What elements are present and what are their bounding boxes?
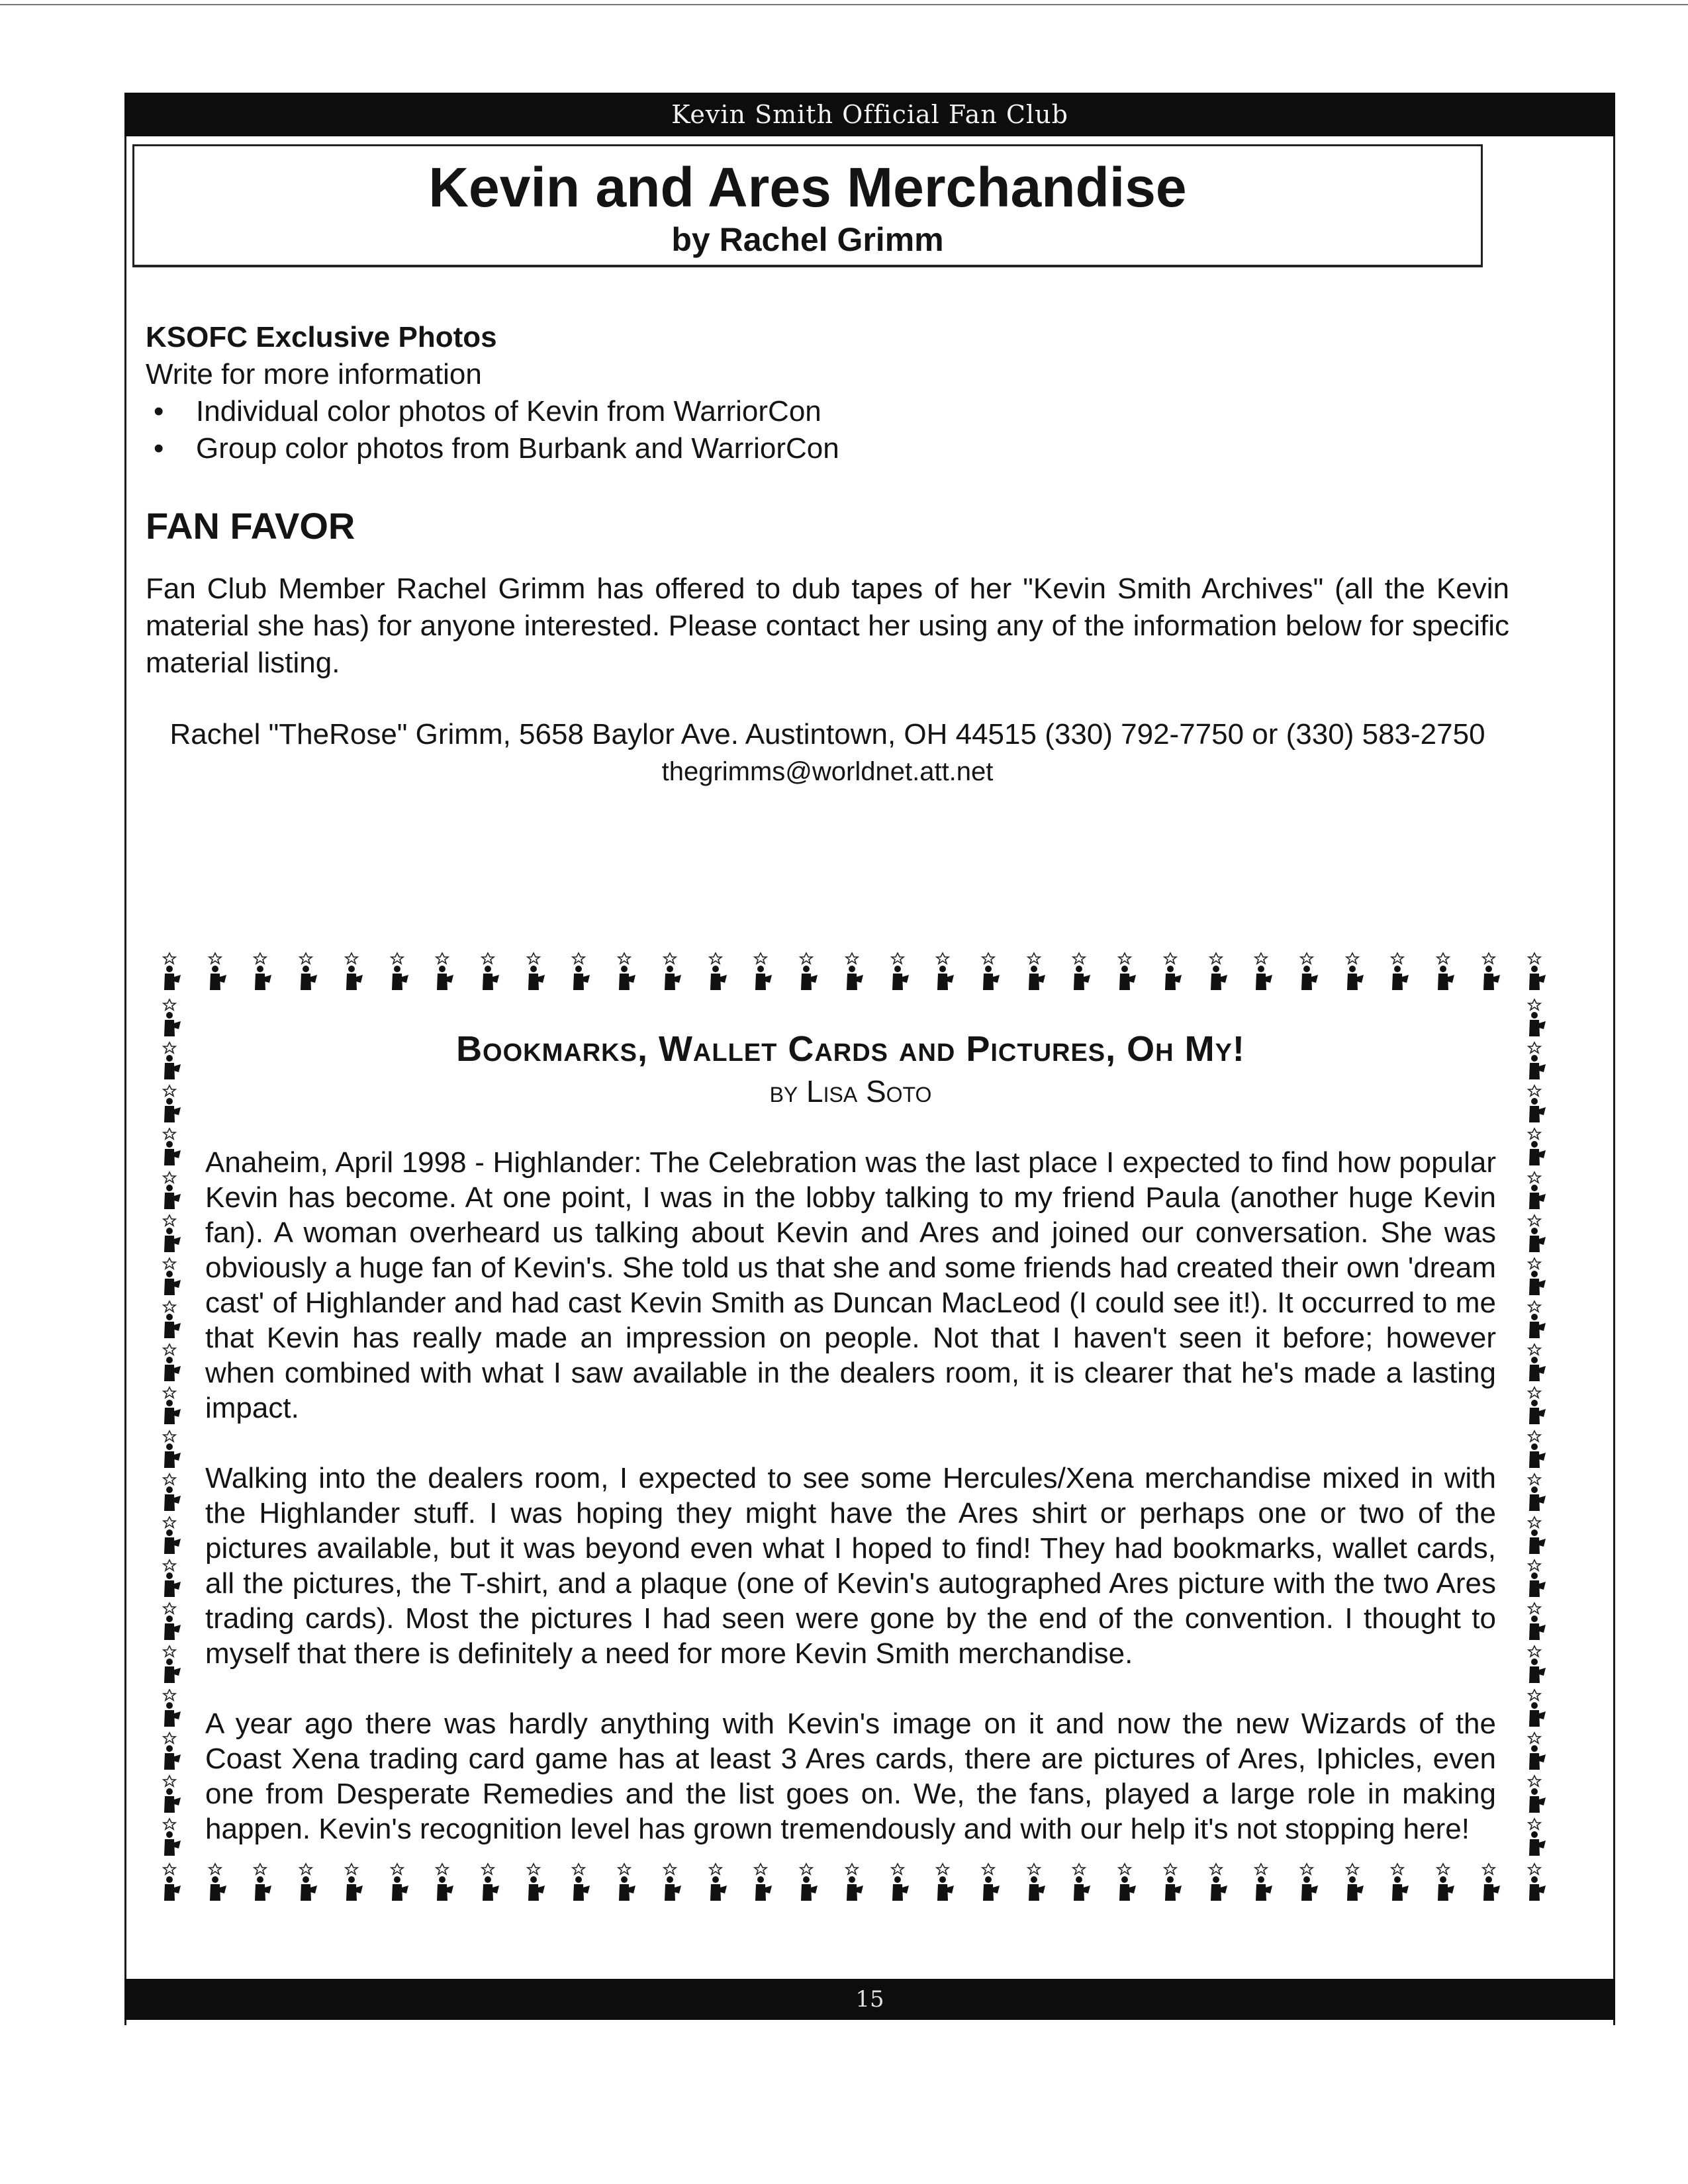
figurine-ornament-icon <box>1521 1430 1548 1471</box>
figurine-ornament-icon <box>156 1214 183 1255</box>
figurine-ornament-icon <box>1521 1516 1548 1557</box>
figurine-ornament-icon <box>611 952 637 993</box>
figurine-ornament-icon <box>156 1645 183 1686</box>
figurine-ornament-icon <box>156 998 183 1039</box>
figurine-ornament-icon <box>1521 1731 1548 1772</box>
figurine-ornament-icon <box>384 952 410 993</box>
figurine-ornament-icon <box>1521 1688 1548 1729</box>
figurine-ornament-icon <box>1521 1817 1548 1858</box>
figurine-ornament-icon <box>1521 1041 1548 1082</box>
figurine-ornament-icon <box>1521 1084 1548 1125</box>
fan-favor-heading: FAN FAVOR <box>146 505 355 547</box>
figurine-ornament-icon <box>1521 1343 1548 1384</box>
figurine-ornament-icon <box>156 1127 183 1168</box>
figurine-ornament-icon <box>1066 952 1092 993</box>
figurine-ornament-icon <box>293 952 319 993</box>
figurine-ornament-icon <box>1521 1602 1548 1643</box>
figurine-ornament-icon <box>156 1817 183 1858</box>
figurine-ornament-icon <box>156 1430 183 1471</box>
figurine-ornament-icon <box>247 952 273 993</box>
figurine-ornament-icon <box>1157 952 1184 993</box>
contact-line: Rachel "TheRose" Grimm, 5658 Baylor Ave. Austintown, OH 44515 (330) 792-7750 or (330) 583-2750 <box>169 718 1485 751</box>
figurine-ornament-icon <box>1521 1171 1548 1212</box>
page-title: Kevin and Ares Merchandise <box>428 156 1187 218</box>
running-header: Kevin Smith Official Fan Club <box>124 93 1615 136</box>
figurine-ornament-icon <box>1521 1862 1548 1903</box>
figurine-ornament-icon <box>1521 1257 1548 1298</box>
figurine-ornament-icon <box>1521 1559 1548 1600</box>
article-byline: by Lisa Soto <box>769 1074 932 1109</box>
figurine-ornament-icon <box>1476 952 1502 993</box>
ksofc-heading: KSOFC Exclusive Photos <box>146 321 497 353</box>
figurine-ornament-icon <box>338 952 365 993</box>
figurine-ornament-icon <box>929 952 956 993</box>
figurine-ornament-icon <box>156 1688 183 1729</box>
figurine-ornament-icon <box>156 1386 183 1427</box>
figurine-ornament-icon <box>1111 952 1138 993</box>
figurine-ornament-icon <box>520 952 547 993</box>
figurine-ornament-icon <box>1521 1774 1548 1815</box>
contact-block <box>146 716 1509 790</box>
contact-email: thegrimms@worldnet.att.net <box>661 757 994 786</box>
figurine-ornament-icon <box>702 952 729 993</box>
figurine-ornament-icon <box>1521 952 1548 993</box>
fan-favor-body: Fan Club Member Rachel Grimm has offered to dub tapes of her "Kevin Smith Archives" (all the Kevin material she has) for anyone interested. Please contact her using any of the information below for specific material listing. <box>146 572 1509 679</box>
ksofc-list <box>146 393 1509 467</box>
figurine-ornament-icon <box>156 1862 183 1903</box>
article-title: Bookmarks, Wallet Cards and Pictures, Oh My! <box>456 1029 1245 1069</box>
figurine-ornament-icon <box>1521 1645 1548 1686</box>
figurine-ornament-icon <box>1339 952 1366 993</box>
figurine-ornament-icon <box>156 1516 183 1557</box>
figurine-ornament-icon <box>156 1300 183 1341</box>
figurine-ornament-icon <box>156 1602 183 1643</box>
figurine-ornament-icon <box>1521 1127 1548 1168</box>
figurine-ornament-icon <box>1521 1214 1548 1255</box>
figurine-ornament-icon <box>565 952 592 993</box>
figurine-ornament-icon <box>975 952 1002 993</box>
figurine-ornament-icon <box>747 952 774 993</box>
figurine-ornament-icon <box>156 1343 183 1384</box>
figurine-ornament-icon <box>156 1041 183 1082</box>
figurine-ornament-icon <box>156 1731 183 1772</box>
figurine-ornament-icon <box>884 952 911 993</box>
figurine-ornament-icon <box>839 952 865 993</box>
article-body <box>205 1145 1496 1882</box>
figurine-ornament-icon <box>1430 952 1456 993</box>
figurine-ornament-icon <box>1521 998 1548 1039</box>
figurine-ornament-icon <box>1521 1473 1548 1514</box>
figurine-ornament-icon <box>156 1774 183 1815</box>
title-box <box>132 144 1483 267</box>
figurine-ornament-icon <box>475 952 501 993</box>
figurine-ornament-icon <box>156 1257 183 1298</box>
figurine-ornament-icon <box>1521 1300 1548 1341</box>
figurine-ornament-icon <box>156 952 183 993</box>
ksofc-intro: Write for more information <box>146 358 482 390</box>
figurine-ornament-icon <box>156 1084 183 1125</box>
list-item: • Individual color photos of Kevin from WarriorCon <box>146 393 1509 430</box>
list-item: • Group color photos from Burbank and WarriorCon <box>146 430 1509 467</box>
figurine-ornament-icon <box>1021 952 1047 993</box>
figurine-ornament-icon <box>156 1473 183 1514</box>
article-paragraph: Anaheim, April 1998 - Highlander: The Celebration was the last place I expected to find how popular Kevin has become. At one point, I was in the lobby talking to my friend Paula (another huge Kevin fan). A woman overheard us talking about Kevin and Ares and joined our conversation. She was obviously a huge fan of Kevin's. She told us that she and some friends had created their own 'dream cast' of Highlander and had cast Kevin Smith as Duncan MacLeod (I could see it!). It occurred to me that Kevin has really made an impression on people. Not that I haven't seen it before; however when combined with what I saw available in the dealers room, it is clearer that he's made a lasting impact. <box>205 1146 1496 1424</box>
ornament-column-left <box>156 998 183 1858</box>
figurine-ornament-icon <box>156 1559 183 1600</box>
page-number: 15 <box>124 1979 1615 2020</box>
ornament-column-right <box>1521 998 1548 1858</box>
article-paragraph: Walking into the dealers room, I expected to see some Hercules/Xena merchandise mixed in with the Highlander stuff. I was hoping they might have the Ares shirt or perhaps one or two of the pictures available, but it was beyond even what I hoped to find! They had bookmarks, wallet cards, all the pictures, the T-shirt, and a plaque (one of Kevin's autographed Ares picture with the two Ares trading cards). Most the pictures I had seen were gone by the end of the convention. I thought to myself that there is definitely a need for more Kevin Smith merchandise. <box>205 1462 1496 1670</box>
ornament-row-top <box>156 952 1548 993</box>
article-paragraph: A year ago there was hardly anything with Kevin's image on it and now the new Wizards of the Coast Xena trading card game has at least 3 Ares cards, there are pictures of Ares, Iphicles, even one from Desperate Remedies and the list goes on. We, the fans, played a large role in making happen. Kevin's recognition level has grown tremendously and with our help it's not stopping here! <box>205 1707 1496 1845</box>
figurine-ornament-icon <box>1521 1386 1548 1427</box>
figurine-ornament-icon <box>156 1171 183 1212</box>
figurine-ornament-icon <box>1293 952 1320 993</box>
figurine-ornament-icon <box>429 952 455 993</box>
page-byline: by Rachel Grimm <box>671 221 944 258</box>
figurine-ornament-icon <box>1384 952 1411 993</box>
figurine-ornament-icon <box>202 952 228 993</box>
figurine-ornament-icon <box>1203 952 1229 993</box>
figurine-ornament-icon <box>1248 952 1274 993</box>
ksofc-section <box>146 319 1509 467</box>
figurine-ornament-icon <box>657 952 683 993</box>
figurine-ornament-icon <box>793 952 820 993</box>
scan-edge-line <box>0 4 1688 5</box>
